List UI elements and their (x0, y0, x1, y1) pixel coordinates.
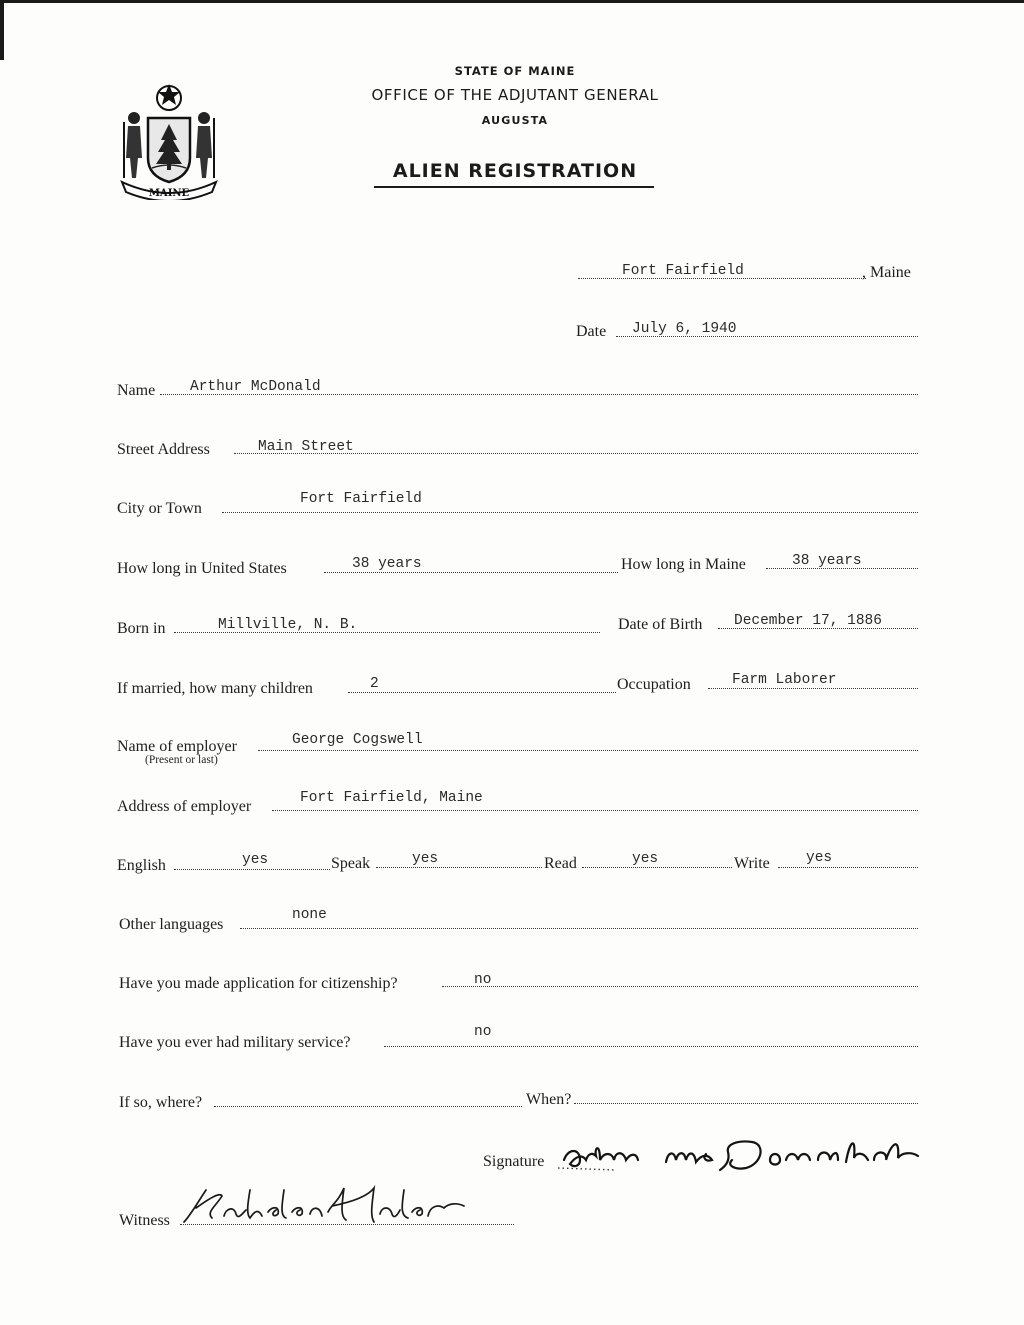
office-heading: OFFICE OF THE ADJUTANT GENERAL (371, 86, 659, 104)
other-languages-value: none (292, 907, 327, 923)
seal-banner-text: MAINE (148, 188, 190, 199)
name-label: Name (117, 382, 156, 399)
how-long-us-value: 38 years (352, 556, 422, 572)
citizenship-label: Have you made application for citizenship? (119, 975, 398, 992)
employer-address-value: Fort Fairfield, Maine (300, 790, 483, 806)
english-label: English (117, 857, 166, 874)
how-long-us-label: How long in United States (117, 560, 287, 577)
title-underline (374, 186, 654, 188)
signature-handwriting (556, 1130, 926, 1180)
date-label: Date (576, 323, 607, 340)
dob-value: December 17, 1886 (734, 613, 882, 629)
when-dots (574, 1103, 918, 1104)
english-value: yes (242, 852, 269, 868)
military-value: no (474, 1024, 492, 1040)
children-value: 2 (370, 676, 379, 692)
scan-border-left (0, 0, 4, 60)
employer-address-label: Address of employer (117, 798, 252, 815)
occupation-value: Farm Laborer (732, 672, 837, 688)
form-title: ALIEN REGISTRATION (392, 160, 638, 182)
city-heading: AUGUSTA (481, 114, 549, 127)
city-dots (222, 512, 918, 513)
write-dots (778, 867, 918, 868)
location-suffix: , Maine (862, 264, 911, 281)
where-label: If so, where? (119, 1094, 203, 1111)
children-dots (348, 692, 616, 693)
witness-signature-handwriting (176, 1182, 476, 1232)
street-value: Main Street (258, 439, 354, 455)
maine-state-seal-icon (114, 78, 224, 200)
employer-value: George Cogswell (292, 732, 423, 748)
witness-label: Witness (119, 1212, 170, 1229)
military-label: Have you ever had military service? (119, 1034, 351, 1051)
occupation-dots (708, 688, 918, 689)
children-label: If married, how many children (117, 680, 313, 697)
employer-dots (258, 750, 918, 751)
date-value: July 6, 1940 (632, 321, 737, 337)
signature-label: Signature (483, 1153, 545, 1170)
how-long-us-dots (324, 572, 618, 573)
location-value: Fort Fairfield (622, 263, 744, 279)
state-heading: STATE OF MAINE (454, 64, 576, 78)
employer-sublabel: (Present or last) (145, 754, 218, 766)
write-label: Write (734, 855, 770, 872)
write-value: yes (806, 850, 833, 866)
street-label: Street Address (117, 441, 210, 458)
employer-label: Name of employer (117, 738, 237, 755)
other-languages-label: Other languages (119, 916, 224, 933)
city-value: Fort Fairfield (300, 491, 422, 507)
speak-value: yes (412, 851, 439, 867)
when-label: When? (526, 1091, 572, 1108)
employer-address-dots (272, 810, 918, 811)
occupation-label: Occupation (617, 676, 691, 693)
name-value: Arthur McDonald (190, 379, 321, 395)
where-dots (214, 1106, 522, 1107)
born-in-value: Millville, N. B. (218, 617, 358, 633)
citizenship-value: no (474, 972, 492, 988)
how-long-maine-value: 38 years (792, 553, 862, 569)
read-value: yes (632, 851, 659, 867)
scan-border-top (0, 0, 1024, 3)
read-label: Read (544, 855, 577, 872)
military-dots (384, 1046, 918, 1047)
english-dots (174, 869, 330, 870)
speak-label: Speak (331, 855, 371, 872)
born-in-label: Born in (117, 620, 166, 637)
other-languages-dots (240, 928, 918, 929)
read-dots (582, 867, 732, 868)
how-long-maine-label: How long in Maine (621, 556, 746, 573)
city-label: City or Town (117, 500, 202, 517)
citizenship-dots (442, 986, 918, 987)
speak-dots (376, 867, 542, 868)
dob-label: Date of Birth (618, 616, 703, 633)
